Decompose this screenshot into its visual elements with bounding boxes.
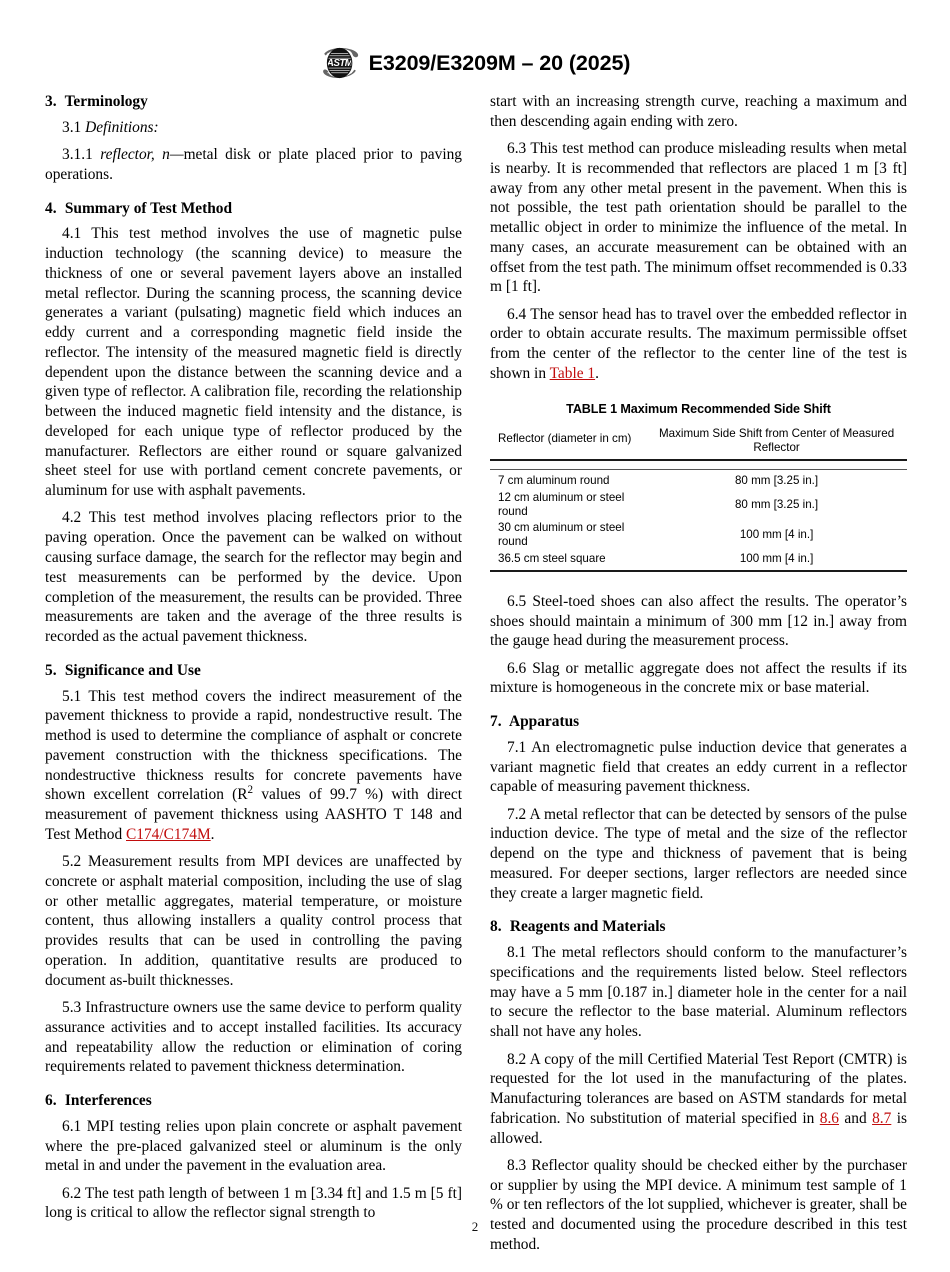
paragraph-4-2: 4.2 This test method involves placing reflectors prior to the paving operation. Once the pavement can be walked on without causing surface damage, the search for the reflector may begin and test measurements can be performed by the device. Upon completion of the measurement, the results can be provided. Three measurements are taken and the average of the three results is recorded as the actual pavement thickness. <box>45 509 462 646</box>
section-heading-3 <box>45 92 462 112</box>
paragraph-6-5: 6.5 Steel-toed shoes can also affect the results. The operator’s shoes should maintain a minimum of 300 mm [12 in.] away from the gauge head during the measurement process. <box>490 592 907 650</box>
table-row <box>490 520 907 551</box>
para-3-1-number: 3.1 <box>62 118 82 136</box>
table-cell-reflector: 12 cm aluminum or steel round <box>498 490 625 518</box>
table-cell-shift: 100 mm [4 in.] <box>739 551 814 565</box>
para-5-1-text-c: . <box>210 825 215 843</box>
paragraph-7-2: 7.2 A metal reflector that can be detected by sensors of the pulse induction device. The type of metal and the size of the reflector depend on the type and thickness of pavement that is being measured. For deeper sections, larger reflectors are needed since they create a larger magnetic field. <box>490 805 907 902</box>
r-squared-superscript: 2 <box>247 784 254 797</box>
para-6-4-text-a: 6.4 The sensor head has to travel over the embedded reflector in order to obtain accurate results. The maximum permissible offset from the center of the reflector to the center line of the test is shown in <box>490 305 907 382</box>
section-6-number: 6. <box>45 1092 57 1110</box>
table-1-link[interactable]: Table 1 <box>549 364 596 382</box>
table-header-reflector: Reflector (diameter in cm) <box>490 423 646 460</box>
para-3-1-1-number: 3.1.1 <box>62 145 93 163</box>
section-4-title: Summary of Test Method <box>64 199 233 217</box>
section-heading-8 <box>490 917 907 937</box>
paragraph-6-1: 6.1 MPI testing relies upon plain concrete or asphalt pavement where the pre-placed galvanized steel or aluminum is the only metal in and under the pavement in the evaluation area. <box>45 1117 462 1175</box>
two-column-body <box>45 92 907 1255</box>
para-8-2-text-b: is allowed. <box>490 1109 907 1147</box>
para-3-1-italic: Definitions: <box>85 118 159 136</box>
paragraph-5-2: 5.2 Measurement results from MPI devices are unaffected by concrete or asphalt material composition, including the use of slag or other metallic aggregates, material temperature, or moisture content, thus allowing installers a quality control process that provides results that can be used in controlling the paving operation. In addition, quantitative results are produced to document as-built thicknesses. <box>45 853 462 989</box>
section-8-number: 8. <box>490 918 502 936</box>
section-4-number: 4. <box>45 199 57 217</box>
paragraph-6-3: 6.3 This test method can produce misleading results when metal is nearby. It is recommended that reflectors are placed 1 m [3 ft] away from any other metal present in the pavement. When this is not possible, the test path orientation should be parallel to the metallic object in order to minimize the influence of the metal. In many cases, an accurate measurement can be obtained with an offset from the test path. The minimum offset recommended is 0.33 m [1 ft]. <box>490 140 907 296</box>
para-6-4-text-b: . <box>595 364 599 382</box>
table-bottom-rule <box>490 571 907 572</box>
left-column <box>45 92 462 1255</box>
paragraph-8-3: 8.3 Reflector quality should be checked either by the purchaser or supplier by using the MPI device. A minimum test sample of 1 % or ten reflectors of the lot supplied, whichever is greater, shall be tested and documented using the procedure described in this test method. <box>490 1156 907 1253</box>
section-heading-4 <box>45 199 462 219</box>
table-top-rule <box>490 460 907 470</box>
section-3-title: Terminology <box>64 93 148 110</box>
para-8-2-text-a: 8.2 A copy of the mill Certified Material Test Report (CMTR) is requested for the lot used in the manufacturing of the plates. Manufacturing tolerances are based on ASTM standards for metal fabrication. No substitution of material specified in <box>490 1050 907 1127</box>
paragraph-8-2 <box>490 1050 907 1149</box>
section-6-title: Interferences <box>64 1092 152 1110</box>
svg-text:ASTM: ASTM <box>326 58 353 70</box>
page-number: 2 <box>471 1219 479 1234</box>
paragraph-7-1: 7.1 An electromagnetic pulse induction device that generates a variant magnetic field that creates an eddy current in a reflector capable of measuring pavement thickness. <box>490 738 907 796</box>
section-3-number: 3. <box>45 93 57 110</box>
para-8-2-conjunction: and <box>839 1109 873 1127</box>
paragraph-6-4 <box>490 305 907 384</box>
section-5-number: 5. <box>45 661 57 679</box>
para-3-1-1-text: metal disk or plate placed prior to paving operations. <box>45 145 462 183</box>
section-heading-6 <box>45 1091 462 1111</box>
para-5-1-text-b: values of 99.7 %) with direct measurement of pavement thickness using AASHTO T 148 and Test Method <box>45 786 462 843</box>
table-cell-shift: 80 mm [3.25 in.] <box>734 474 819 487</box>
paragraph-8-1: 8.1 The metal reflectors should conform to the manufacturer’s specifications and the requirements listed below. Steel reflectors may have a 5 mm [0.187 in.] diameter hole in the center for a nail to secure the reflector to the base material. Aluminum reflectors shall not have any holes. <box>490 944 907 1041</box>
table-row <box>490 550 907 570</box>
table-cell-reflector: 36.5 cm steel square <box>498 551 606 565</box>
paragraph-5-1 <box>45 687 462 845</box>
right-column <box>490 92 907 1255</box>
paragraph-4-1: 4.1 This test method involves the use of magnetic pulse induction technology (the scanning device) to measure the thickness of one or several pavement layers above an installed metal reflector. During the scanning process, the scanning device generates a variant (pulsating) magnetic field which induces an eddy current and a corresponding magnetic field inside the reflector. The intensity of the measured magnetic field is directly dependent upon the distance between the scanning device and a given type of reflector. A calibration file, recording the relationship between the induced magnetic field intensity and the distance, is developed for each unique type of reflector produced by the manufacturer. Reflectors are either round or square galvanized sheet steel for use with portland cement concrete pavements, or aluminum for use with asphalt pavements. <box>45 225 462 500</box>
table-cell-shift: 80 mm [3.25 in.] <box>734 497 819 511</box>
table-row <box>490 470 907 490</box>
cross-ref-link-8-6[interactable]: 8.6 <box>819 1109 840 1127</box>
table-1-body <box>490 470 907 571</box>
section-7-title: Apparatus <box>509 713 580 731</box>
table-cell-shift: 100 mm [4 in.] <box>739 528 814 542</box>
paragraph-6-2-continuation: start with an increasing strength curve, reaching a maximum and then descending again ending with zero. <box>490 93 907 130</box>
standard-designation: E3209/E3209M – 20 (2025) <box>368 50 631 75</box>
table-cell-reflector: 30 cm aluminum or steel round <box>498 521 625 549</box>
table-row <box>490 489 907 520</box>
paragraph-3-1 <box>45 118 462 138</box>
paragraph-3-1-1 <box>45 145 462 185</box>
table-1-caption: TABLE 1 Maximum Recommended Side Shift <box>566 401 831 416</box>
paragraph-6-6: 6.6 Slag or metallic aggregate does not affect the results if its mixture is homogeneous in the concrete mix or base material. <box>490 659 907 697</box>
section-heading-5 <box>45 661 462 681</box>
cross-ref-link-8-7[interactable]: 8.7 <box>872 1109 892 1127</box>
para-5-1-text-a: 5.1 This test method covers the indirect measurement of the pavement thickness to provide a rapid, nondestructive result. The method is used to determine the compliance of asphalt or concrete pavement construction with the thickness specifications. The nondestructive thickness results for concrete pavements have shown excellent correlation (R <box>45 687 462 804</box>
section-5-title: Significance and Use <box>64 661 201 679</box>
section-7-number: 7. <box>490 713 502 731</box>
table-header-side-shift: Maximum Side Shift from Center of Measured Reflector <box>646 423 907 460</box>
table-1 <box>490 423 907 572</box>
section-8-title: Reagents and Materials <box>509 918 666 936</box>
standard-link-c174[interactable]: C174/C174M <box>126 825 211 843</box>
page-header <box>0 46 950 80</box>
table-1-block <box>490 402 907 572</box>
astm-logo-icon <box>320 46 360 80</box>
paragraph-6-2: 6.2 The test path length of between 1 m [3.34 ft] and 1.5 m [5 ft] long is critical to allow the reflector signal strength to <box>45 1184 462 1222</box>
table-header-row <box>490 423 907 460</box>
table-cell-reflector: 7 cm aluminum round <box>498 474 610 487</box>
para-3-1-1-term: reflector, n— <box>100 145 184 163</box>
section-heading-7 <box>490 712 907 732</box>
paragraph-5-3: 5.3 Infrastructure owners use the same device to perform quality assurance activities and to accept installed facilities. Its accuracy and repeatability allow the reduction or elimination of coring requirements related to pavement thickness determination. <box>45 999 462 1076</box>
